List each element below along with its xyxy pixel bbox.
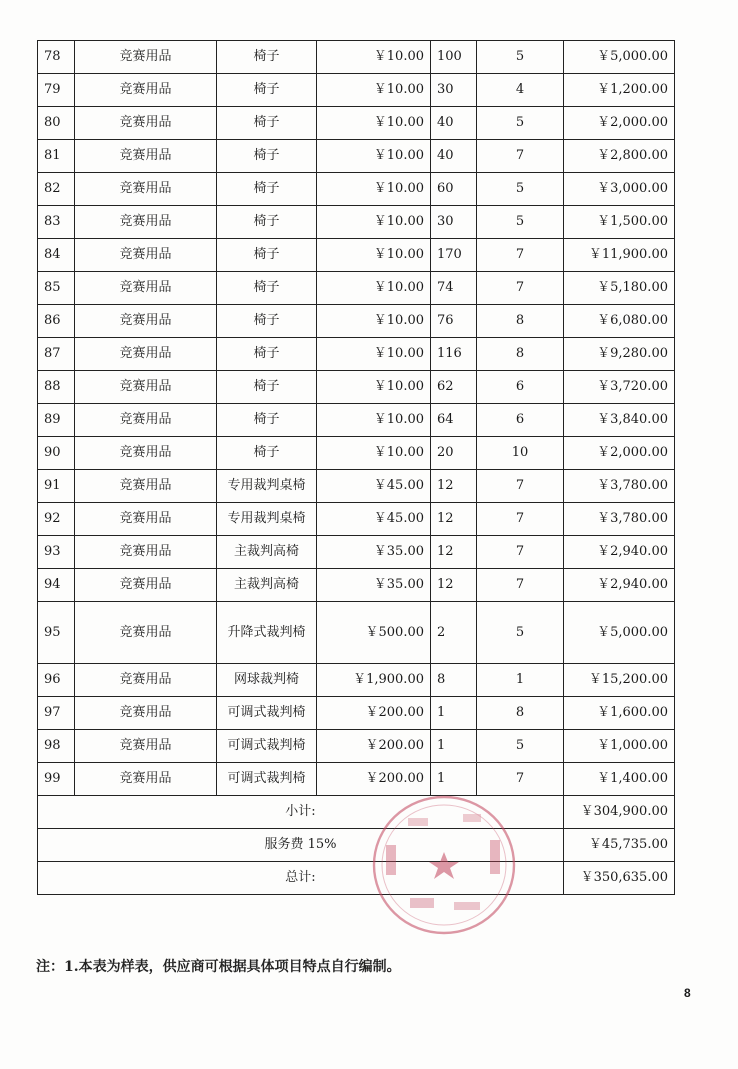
table-row bbox=[38, 206, 675, 239]
category-cell: 竞赛用品 bbox=[75, 140, 217, 173]
row-number-cell: 99 bbox=[38, 763, 75, 796]
row-number-cell: 81 bbox=[38, 140, 75, 173]
unit-price-cell: ￥10.00 bbox=[317, 437, 431, 470]
row-number-cell: 87 bbox=[38, 338, 75, 371]
unit-price-cell: ￥500.00 bbox=[317, 602, 431, 664]
unit-price-cell: ￥10.00 bbox=[317, 173, 431, 206]
table-row bbox=[38, 173, 675, 206]
line-total-cell: ￥2,940.00 bbox=[564, 569, 675, 602]
item-name-cell: 椅子 bbox=[217, 239, 317, 272]
category-cell: 竞赛用品 bbox=[75, 305, 217, 338]
unit-price-cell: ￥1,900.00 bbox=[317, 664, 431, 697]
line-total-cell: ￥3,780.00 bbox=[564, 470, 675, 503]
item-name-cell: 椅子 bbox=[217, 404, 317, 437]
price-table bbox=[37, 40, 675, 895]
quantity-cell: 12 bbox=[431, 470, 477, 503]
table-row bbox=[38, 730, 675, 763]
item-name-cell: 升降式裁判椅 bbox=[217, 602, 317, 664]
line-total-cell: ￥9,280.00 bbox=[564, 338, 675, 371]
table-row bbox=[38, 536, 675, 569]
item-name-cell: 可调式裁判椅 bbox=[217, 730, 317, 763]
quantity-cell: 12 bbox=[431, 503, 477, 536]
grand-total-row bbox=[38, 862, 675, 895]
unit-price-cell: ￥10.00 bbox=[317, 371, 431, 404]
category-cell: 竞赛用品 bbox=[75, 664, 217, 697]
category-cell: 竞赛用品 bbox=[75, 74, 217, 107]
table-row bbox=[38, 569, 675, 602]
table-row bbox=[38, 503, 675, 536]
unit-price-cell: ￥10.00 bbox=[317, 140, 431, 173]
item-name-cell: 网球裁判椅 bbox=[217, 664, 317, 697]
line-total-cell: ￥5,000.00 bbox=[564, 602, 675, 664]
quantity-cell: 62 bbox=[431, 371, 477, 404]
days-cell: 8 bbox=[477, 305, 564, 338]
days-cell: 10 bbox=[477, 437, 564, 470]
line-total-cell: ￥5,180.00 bbox=[564, 272, 675, 305]
row-number-cell: 93 bbox=[38, 536, 75, 569]
quantity-cell: 1 bbox=[431, 697, 477, 730]
line-total-cell: ￥1,200.00 bbox=[564, 74, 675, 107]
service-fee-row bbox=[38, 829, 675, 862]
category-cell: 竞赛用品 bbox=[75, 239, 217, 272]
table-row bbox=[38, 239, 675, 272]
row-number-cell: 98 bbox=[38, 730, 75, 763]
unit-price-cell: ￥45.00 bbox=[317, 503, 431, 536]
days-cell: 8 bbox=[477, 338, 564, 371]
item-name-cell: 可调式裁判椅 bbox=[217, 697, 317, 730]
table-row bbox=[38, 107, 675, 140]
table-row bbox=[38, 763, 675, 796]
days-cell: 7 bbox=[477, 140, 564, 173]
category-cell: 竞赛用品 bbox=[75, 470, 217, 503]
unit-price-cell: ￥10.00 bbox=[317, 107, 431, 140]
row-number-cell: 89 bbox=[38, 404, 75, 437]
unit-price-cell: ￥10.00 bbox=[317, 74, 431, 107]
quantity-cell: 30 bbox=[431, 74, 477, 107]
unit-price-cell: ￥10.00 bbox=[317, 206, 431, 239]
page-number: 8 bbox=[684, 986, 691, 1000]
row-number-cell: 86 bbox=[38, 305, 75, 338]
line-total-cell: ￥3,720.00 bbox=[564, 371, 675, 404]
quantity-cell: 76 bbox=[431, 305, 477, 338]
unit-price-cell: ￥10.00 bbox=[317, 239, 431, 272]
item-name-cell: 椅子 bbox=[217, 74, 317, 107]
table-row bbox=[38, 470, 675, 503]
table-row bbox=[38, 140, 675, 173]
item-name-cell: 椅子 bbox=[217, 272, 317, 305]
subtotal-value: ￥304,900.00 bbox=[564, 796, 675, 829]
row-number-cell: 80 bbox=[38, 107, 75, 140]
category-cell: 竞赛用品 bbox=[75, 41, 217, 74]
item-name-cell: 主裁判高椅 bbox=[217, 536, 317, 569]
days-cell: 7 bbox=[477, 470, 564, 503]
unit-price-cell: ￥200.00 bbox=[317, 730, 431, 763]
quantity-cell: 40 bbox=[431, 140, 477, 173]
grand-total-label: 总计: bbox=[38, 862, 564, 895]
category-cell: 竞赛用品 bbox=[75, 503, 217, 536]
line-total-cell: ￥3,000.00 bbox=[564, 173, 675, 206]
price-table-body bbox=[38, 41, 675, 796]
row-number-cell: 97 bbox=[38, 697, 75, 730]
line-total-cell: ￥2,000.00 bbox=[564, 437, 675, 470]
item-name-cell: 椅子 bbox=[217, 173, 317, 206]
line-total-cell: ￥2,940.00 bbox=[564, 536, 675, 569]
quantity-cell: 116 bbox=[431, 338, 477, 371]
item-name-cell: 专用裁判桌椅 bbox=[217, 470, 317, 503]
line-total-cell: ￥3,780.00 bbox=[564, 503, 675, 536]
table-row bbox=[38, 697, 675, 730]
unit-price-cell: ￥10.00 bbox=[317, 41, 431, 74]
quantity-cell: 20 bbox=[431, 437, 477, 470]
days-cell: 5 bbox=[477, 173, 564, 206]
row-number-cell: 95 bbox=[38, 602, 75, 664]
row-number-cell: 90 bbox=[38, 437, 75, 470]
row-number-cell: 85 bbox=[38, 272, 75, 305]
line-total-cell: ￥3,840.00 bbox=[564, 404, 675, 437]
item-name-cell: 椅子 bbox=[217, 206, 317, 239]
service-fee-label: 服务费 15% bbox=[38, 829, 564, 862]
days-cell: 1 bbox=[477, 664, 564, 697]
quantity-cell: 74 bbox=[431, 272, 477, 305]
category-cell: 竞赛用品 bbox=[75, 107, 217, 140]
days-cell: 7 bbox=[477, 763, 564, 796]
days-cell: 7 bbox=[477, 272, 564, 305]
days-cell: 5 bbox=[477, 730, 564, 763]
unit-price-cell: ￥10.00 bbox=[317, 272, 431, 305]
category-cell: 竞赛用品 bbox=[75, 536, 217, 569]
quantity-cell: 64 bbox=[431, 404, 477, 437]
item-name-cell: 椅子 bbox=[217, 305, 317, 338]
category-cell: 竞赛用品 bbox=[75, 371, 217, 404]
table-row bbox=[38, 272, 675, 305]
table-row bbox=[38, 404, 675, 437]
row-number-cell: 79 bbox=[38, 74, 75, 107]
row-number-cell: 92 bbox=[38, 503, 75, 536]
quantity-cell: 2 bbox=[431, 602, 477, 664]
grand-total-value: ￥350,635.00 bbox=[564, 862, 675, 895]
days-cell: 6 bbox=[477, 371, 564, 404]
line-total-cell: ￥11,900.00 bbox=[564, 239, 675, 272]
days-cell: 5 bbox=[477, 206, 564, 239]
days-cell: 7 bbox=[477, 569, 564, 602]
days-cell: 7 bbox=[477, 239, 564, 272]
days-cell: 6 bbox=[477, 404, 564, 437]
item-name-cell: 椅子 bbox=[217, 437, 317, 470]
line-total-cell: ￥2,800.00 bbox=[564, 140, 675, 173]
category-cell: 竞赛用品 bbox=[75, 569, 217, 602]
table-footnote: 注：1.本表为样表，供应商可根据具体项目特点自行编制。 bbox=[36, 959, 401, 975]
quantity-cell: 40 bbox=[431, 107, 477, 140]
category-cell: 竞赛用品 bbox=[75, 763, 217, 796]
item-name-cell: 专用裁判桌椅 bbox=[217, 503, 317, 536]
unit-price-cell: ￥10.00 bbox=[317, 305, 431, 338]
quantity-cell: 1 bbox=[431, 730, 477, 763]
table-row bbox=[38, 602, 675, 664]
item-name-cell: 椅子 bbox=[217, 338, 317, 371]
item-name-cell: 可调式裁判椅 bbox=[217, 763, 317, 796]
row-number-cell: 88 bbox=[38, 371, 75, 404]
row-number-cell: 96 bbox=[38, 664, 75, 697]
unit-price-cell: ￥10.00 bbox=[317, 404, 431, 437]
category-cell: 竞赛用品 bbox=[75, 404, 217, 437]
item-name-cell: 主裁判高椅 bbox=[217, 569, 317, 602]
summary-section bbox=[38, 796, 675, 895]
days-cell: 5 bbox=[477, 107, 564, 140]
subtotal-label: 小计: bbox=[38, 796, 564, 829]
item-name-cell: 椅子 bbox=[217, 107, 317, 140]
days-cell: 7 bbox=[477, 503, 564, 536]
item-name-cell: 椅子 bbox=[217, 140, 317, 173]
line-total-cell: ￥1,600.00 bbox=[564, 697, 675, 730]
row-number-cell: 94 bbox=[38, 569, 75, 602]
category-cell: 竞赛用品 bbox=[75, 697, 217, 730]
unit-price-cell: ￥35.00 bbox=[317, 569, 431, 602]
category-cell: 竞赛用品 bbox=[75, 272, 217, 305]
row-number-cell: 78 bbox=[38, 41, 75, 74]
unit-price-cell: ￥200.00 bbox=[317, 763, 431, 796]
quantity-cell: 12 bbox=[431, 536, 477, 569]
quantity-cell: 12 bbox=[431, 569, 477, 602]
line-total-cell: ￥1,500.00 bbox=[564, 206, 675, 239]
line-total-cell: ￥1,400.00 bbox=[564, 763, 675, 796]
category-cell: 竞赛用品 bbox=[75, 206, 217, 239]
line-total-cell: ￥1,000.00 bbox=[564, 730, 675, 763]
unit-price-cell: ￥200.00 bbox=[317, 697, 431, 730]
quantity-cell: 30 bbox=[431, 206, 477, 239]
row-number-cell: 84 bbox=[38, 239, 75, 272]
line-total-cell: ￥15,200.00 bbox=[564, 664, 675, 697]
line-total-cell: ￥5,000.00 bbox=[564, 41, 675, 74]
table-row bbox=[38, 41, 675, 74]
days-cell: 8 bbox=[477, 697, 564, 730]
days-cell: 5 bbox=[477, 41, 564, 74]
quantity-cell: 1 bbox=[431, 763, 477, 796]
quantity-cell: 170 bbox=[431, 239, 477, 272]
quantity-cell: 8 bbox=[431, 664, 477, 697]
table-row bbox=[38, 664, 675, 697]
table-row bbox=[38, 74, 675, 107]
table-row bbox=[38, 437, 675, 470]
unit-price-cell: ￥35.00 bbox=[317, 536, 431, 569]
table-row bbox=[38, 371, 675, 404]
service-fee-value: ￥45,735.00 bbox=[564, 829, 675, 862]
row-number-cell: 91 bbox=[38, 470, 75, 503]
table-row bbox=[38, 305, 675, 338]
unit-price-cell: ￥10.00 bbox=[317, 338, 431, 371]
category-cell: 竞赛用品 bbox=[75, 602, 217, 664]
line-total-cell: ￥2,000.00 bbox=[564, 107, 675, 140]
row-number-cell: 82 bbox=[38, 173, 75, 206]
unit-price-cell: ￥45.00 bbox=[317, 470, 431, 503]
days-cell: 7 bbox=[477, 536, 564, 569]
line-total-cell: ￥6,080.00 bbox=[564, 305, 675, 338]
days-cell: 4 bbox=[477, 74, 564, 107]
category-cell: 竞赛用品 bbox=[75, 338, 217, 371]
table-row bbox=[38, 338, 675, 371]
days-cell: 5 bbox=[477, 602, 564, 664]
row-number-cell: 83 bbox=[38, 206, 75, 239]
category-cell: 竞赛用品 bbox=[75, 173, 217, 206]
subtotal-row bbox=[38, 796, 675, 829]
item-name-cell: 椅子 bbox=[217, 41, 317, 74]
category-cell: 竞赛用品 bbox=[75, 730, 217, 763]
item-name-cell: 椅子 bbox=[217, 371, 317, 404]
category-cell: 竞赛用品 bbox=[75, 437, 217, 470]
quantity-cell: 60 bbox=[431, 173, 477, 206]
quantity-cell: 100 bbox=[431, 41, 477, 74]
